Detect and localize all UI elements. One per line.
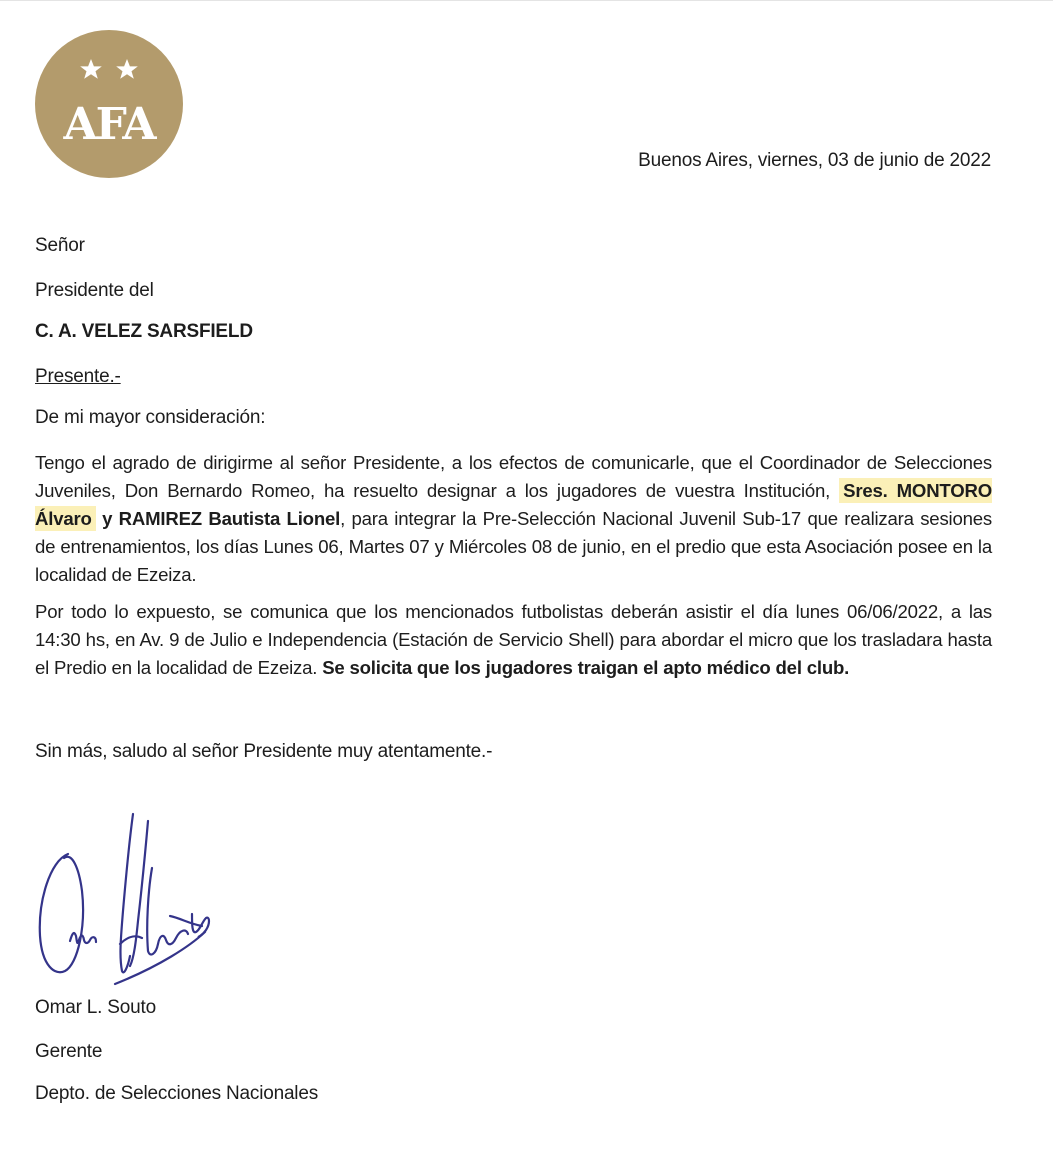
highlighted-player-names: Sres. MONTORO Álvaro bbox=[35, 480, 993, 529]
paragraph-instructions bbox=[35, 598, 992, 682]
closing-line: Sin más, saludo al señor Presidente muy atentamente.- bbox=[35, 741, 493, 762]
presente-label: Presente.- bbox=[35, 366, 121, 387]
paragraph-designation-text-end: , para integrar la Pre-Selección Nacional Juvenil Sub-17 que realizara sesiones de entrenamientos, los días Lunes 06, Martes 07 y Miércoles 08 de junio, en el predio que esta Asociación posee en la localidad de Ezeiza. bbox=[35, 508, 992, 585]
recipient-salutation: Señor bbox=[35, 235, 85, 256]
signer-role: Gerente bbox=[35, 1041, 103, 1062]
afa-logo bbox=[34, 29, 184, 179]
letter-date: Buenos Aires, viernes, 03 de junio de 2022 bbox=[638, 150, 991, 171]
recipient-title: Presidente del bbox=[35, 280, 154, 301]
paragraph-instructions-text: Por todo lo expuesto, se comunica que los mencionados futbolistas deberán asistir el día lunes 06/06/2022, a las 14:30 hs, en Av. 9 de Julio e Independencia (Estación de Servicio Shell) para abordar el micro que los trasladara hasta el Predio en la localidad de Ezeiza. bbox=[35, 601, 992, 678]
signer-name: Omar L. Souto bbox=[35, 997, 156, 1018]
signature-image bbox=[30, 806, 220, 991]
greeting: De mi mayor consideración: bbox=[35, 407, 266, 428]
signer-department: Depto. de Selecciones Nacionales bbox=[35, 1083, 318, 1104]
medical-note: Se solicita que los jugadores traigan el apto médico del club. bbox=[322, 657, 850, 678]
recipient-club: C. A. VELEZ SARSFIELD bbox=[35, 321, 253, 342]
player-names-continuation: y RAMIREZ Bautista Lionel bbox=[102, 508, 341, 529]
afa-logo-text: AFA bbox=[63, 99, 155, 150]
paragraph-designation bbox=[35, 449, 992, 589]
paragraph-designation-text: Tengo el agrado de dirigirme al señor Presidente, a los efectos de comunicarle, que el Coordinador de Selecciones Juveniles, Don Bernardo Romeo, ha resuelto designar a los jugadores de vuestra Institución, bbox=[35, 452, 992, 501]
